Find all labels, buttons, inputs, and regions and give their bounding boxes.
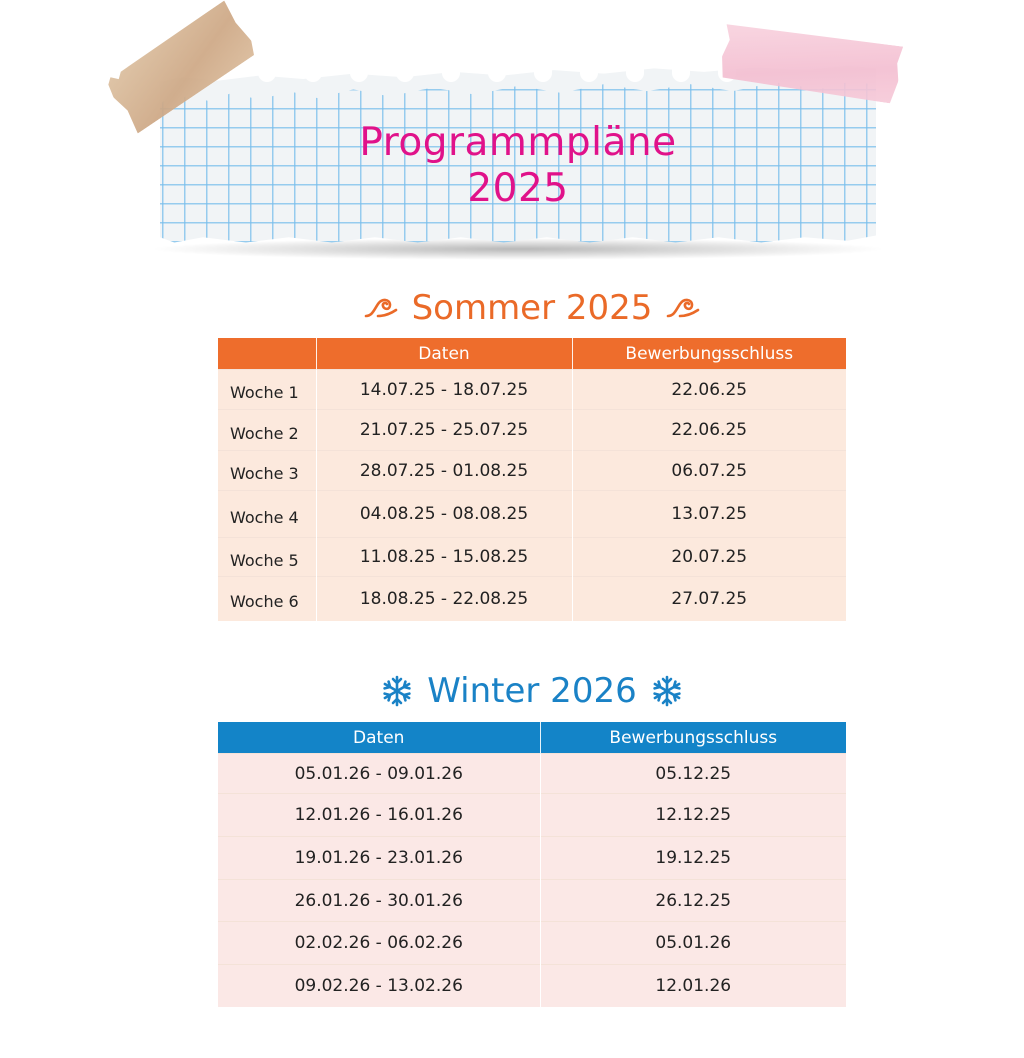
summer-heading xyxy=(218,288,846,328)
dates-cell: 02.02.26 - 06.02.26 xyxy=(218,922,540,965)
deadline-cell: 22.06.25 xyxy=(572,410,846,451)
week-label: Woche 1 xyxy=(218,370,316,410)
column-header-deadline: Bewerbungsschluss xyxy=(540,722,846,754)
table-row xyxy=(218,922,846,965)
table-row xyxy=(218,754,846,794)
dates-cell: 12.01.26 - 16.01.26 xyxy=(218,794,540,837)
week-label: Woche 2 xyxy=(218,410,316,451)
binder-hole xyxy=(304,62,322,82)
table-row xyxy=(218,880,846,922)
deadline-cell: 22.06.25 xyxy=(572,370,846,410)
dates-cell: 21.07.25 - 25.07.25 xyxy=(316,410,572,451)
summer-schedule-table xyxy=(218,338,846,621)
binder-hole xyxy=(442,62,460,82)
table-row xyxy=(218,577,846,621)
column-header-dates: Daten xyxy=(218,722,540,754)
dates-cell: 28.07.25 - 01.08.25 xyxy=(316,451,572,491)
deadline-cell: 26.12.25 xyxy=(540,880,846,922)
deadline-cell: 12.01.26 xyxy=(540,965,846,1007)
summer-heading-text: Sommer 2025 xyxy=(411,288,653,328)
winter-schedule-table xyxy=(218,722,846,1007)
week-label: Woche 3 xyxy=(218,451,316,491)
dates-cell: 19.01.26 - 23.01.26 xyxy=(218,837,540,880)
deadline-cell: 20.07.25 xyxy=(572,538,846,577)
week-label: Woche 5 xyxy=(218,538,316,577)
page-title-line2: 2025 xyxy=(467,166,569,211)
dates-cell: 04.08.25 - 08.08.25 xyxy=(316,491,572,538)
table-header-row xyxy=(218,338,846,370)
page-title-line1: Programmpläne xyxy=(359,120,677,165)
table-row xyxy=(218,837,846,880)
binder-hole xyxy=(258,62,276,82)
wave-icon xyxy=(364,296,398,320)
snowflake-icon xyxy=(651,675,683,707)
week-label: Woche 4 xyxy=(218,491,316,538)
binder-hole xyxy=(396,62,414,82)
deadline-cell: 06.07.25 xyxy=(572,451,846,491)
binder-hole xyxy=(626,62,644,82)
dates-cell: 11.08.25 - 15.08.25 xyxy=(316,538,572,577)
dates-cell: 26.01.26 - 30.01.26 xyxy=(218,880,540,922)
binder-hole xyxy=(534,62,552,82)
wave-icon xyxy=(666,296,700,320)
table-row xyxy=(218,451,846,491)
page-title xyxy=(160,120,876,212)
deadline-cell: 27.07.25 xyxy=(572,577,846,621)
week-label: Woche 6 xyxy=(218,577,316,621)
dates-cell: 14.07.25 - 18.07.25 xyxy=(316,370,572,410)
table-header-row xyxy=(218,722,846,754)
column-header-deadline: Bewerbungsschluss xyxy=(572,338,846,370)
dates-cell: 18.08.25 - 22.08.25 xyxy=(316,577,572,621)
deadline-cell: 05.01.26 xyxy=(540,922,846,965)
deadline-cell: 13.07.25 xyxy=(572,491,846,538)
column-header-week xyxy=(218,338,316,370)
table-row xyxy=(218,410,846,451)
binder-hole xyxy=(672,62,690,82)
binder-hole xyxy=(580,62,598,82)
column-header-dates: Daten xyxy=(316,338,572,370)
table-row xyxy=(218,538,846,577)
deadline-cell: 05.12.25 xyxy=(540,754,846,794)
dates-cell: 05.01.26 - 09.01.26 xyxy=(218,754,540,794)
winter-heading-text: Winter 2026 xyxy=(427,671,637,711)
note-shadow xyxy=(148,238,888,260)
snowflake-icon xyxy=(381,675,413,707)
table-row xyxy=(218,370,846,410)
table-row xyxy=(218,965,846,1007)
deadline-cell: 12.12.25 xyxy=(540,794,846,837)
binder-hole xyxy=(350,62,368,82)
deadline-cell: 19.12.25 xyxy=(540,837,846,880)
dates-cell: 09.02.26 - 13.02.26 xyxy=(218,965,540,1007)
table-row xyxy=(218,491,846,538)
binder-hole xyxy=(488,62,506,82)
winter-heading xyxy=(218,671,846,711)
table-row xyxy=(218,794,846,837)
